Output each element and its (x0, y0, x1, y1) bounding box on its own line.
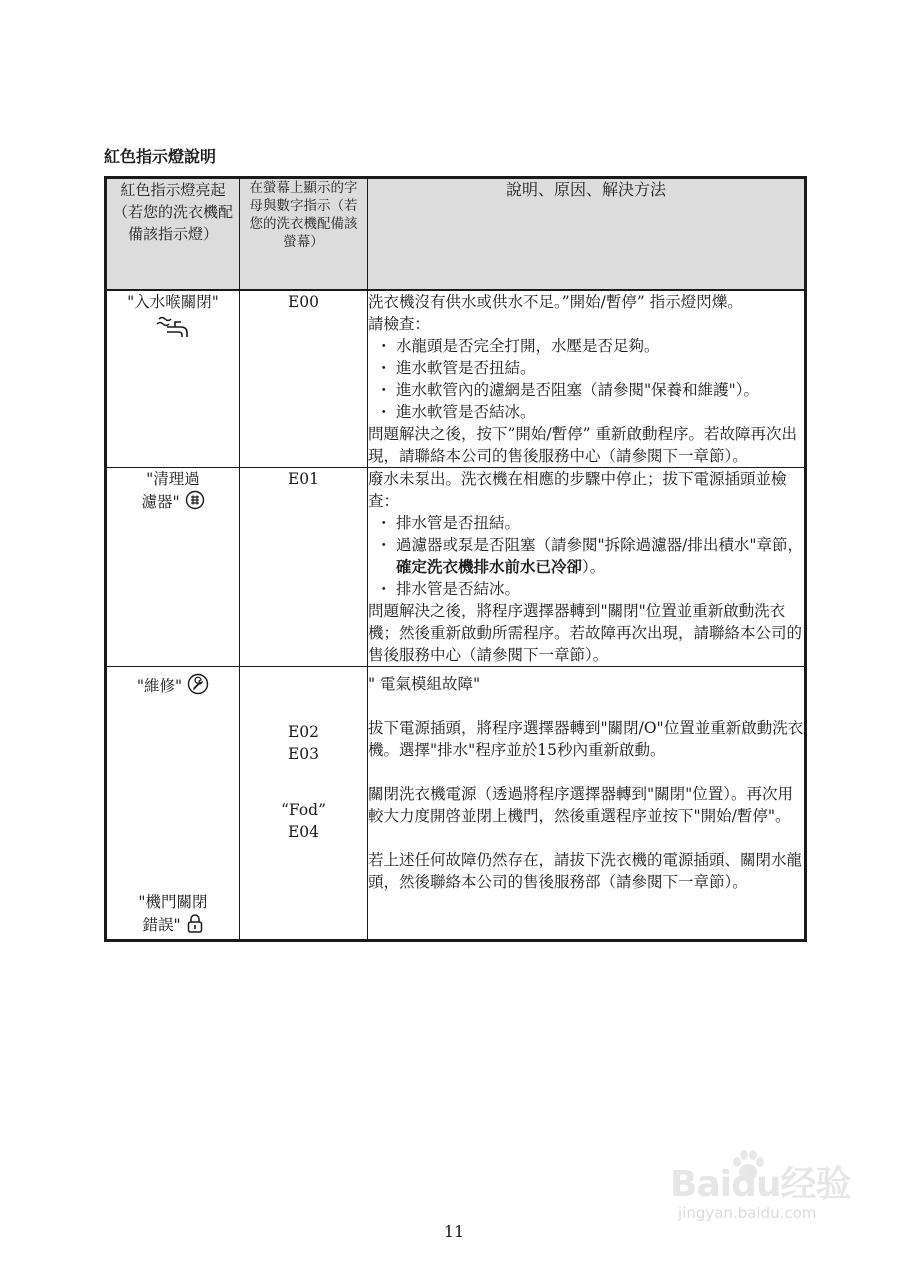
resolution-text: 問題解決之後，按下”開始/暫停” 重新啟動程序。若故障再次出現，請聯絡本公司的售後服務中心（請參閱下一章節）。 (368, 425, 797, 465)
check-item: ・ 進水軟管是否結冰。 (368, 401, 804, 423)
code-e03: E03 (287, 745, 320, 763)
cell-code (240, 667, 368, 941)
page-number: 11 (443, 1222, 465, 1241)
cell-description (368, 468, 806, 667)
cell-description (368, 290, 806, 468)
door-lock-icon (186, 913, 204, 939)
table-row-service (106, 667, 806, 941)
check-item: ・ 進水軟管內的濾網是否阻塞（請參閱"保養和維護"）。 (368, 379, 804, 401)
header-description: 說明、原因、解決方法 (368, 178, 806, 291)
water-tap-icon (155, 313, 191, 345)
table-row-clean-filter (106, 468, 806, 667)
watermark-logo: Baidu经验 (670, 1164, 851, 1205)
fault-paragraph: 拔下電源插頭，將程序選擇器轉到"關閉/O"位置並重新啟動洗衣機。選擇"排水"程序並於15秒內重新啟動。 (368, 719, 804, 759)
service-wrench-icon (187, 673, 209, 701)
filter-icon (185, 490, 205, 516)
indicator-label-line1: "清理過 (146, 470, 200, 488)
cell-indicator (106, 290, 240, 468)
page-heading: 紅色指示燈說明 (104, 147, 217, 166)
door-label-line2: 錯誤" (142, 916, 181, 934)
cell-indicator (106, 667, 240, 941)
door-label-line1: "機門關閉 (138, 893, 208, 911)
watermark (640, 1148, 870, 1228)
resolution-text: 問題解決之後，將程序選擇器轉到"關閉"位置並重新啟動洗衣機；然後重新啟動所需程序。若故障再次出現，請聯絡本公司的售後服務中心（請參閱下一章節）。 (368, 602, 803, 664)
check-item: ・ 過濾器或泵是否阻塞（請參閱"拆除過濾器/排出積水"章節，確定洗衣機排水前水已冷卻）。 (368, 534, 804, 578)
cell-description (368, 667, 806, 941)
check-item: ・ 進水軟管是否扭結。 (368, 357, 804, 379)
table-row-water-off (106, 290, 806, 468)
indicator-label: "維修" (136, 677, 183, 695)
description-line: 洗衣機沒有供水或供水不足。”開始/暫停” 指示燈閃爍。 (368, 293, 743, 311)
header-display-code: 在螢幕上顯示的字母與數字指示（若您的洗衣機配備該螢幕） (240, 178, 368, 291)
check-item: ・ 水龍頭是否完全打開，水壓是否足夠。 (368, 335, 804, 357)
warning-text: 確定洗衣機排水前水已冷卻 (396, 558, 583, 576)
cell-code: E01 (240, 468, 368, 667)
check-item: ・ 排水管是否結冰。 (368, 578, 804, 600)
error-indicator-table (104, 176, 807, 942)
code-fod: “Fod” (280, 801, 326, 819)
indicator-label-line2: 濾器" (141, 493, 180, 511)
fault-paragraph: 關閉洗衣機電源（透過將程序選擇器轉到"關閉"位置）。再次用較大力度開啓並閉上機門，然後重選程序並按下"開始/暫停"。 (368, 785, 794, 825)
cell-indicator (106, 468, 240, 667)
fault-title: " 電氣模組故障" (368, 675, 481, 693)
code-e04: E04 (287, 823, 320, 841)
check-item: ・ 排水管是否扭結。 (368, 512, 804, 534)
description-line: 廢水未泵出。洗衣機在相應的步驟中停止；拔下電源插頭並檢查： (368, 470, 787, 510)
header-indicator-light: 紅色指示燈亮起（若您的洗衣機配備該指示燈） (106, 178, 240, 291)
table-header-row (106, 178, 806, 291)
code-e02: E02 (287, 723, 320, 741)
watermark-url: jingyan.baidu.com (678, 1204, 817, 1222)
indicator-label: "入水喉關閉" (127, 293, 219, 311)
fault-paragraph: 若上述任何故障仍然存在，請拔下洗衣機的電源插頭、關閉水龍頭，然後聯絡本公司的售後服務部（請參閱下一章節）。 (368, 851, 803, 891)
description-line: 請檢查： (368, 315, 431, 333)
cell-code: E00 (240, 290, 368, 468)
